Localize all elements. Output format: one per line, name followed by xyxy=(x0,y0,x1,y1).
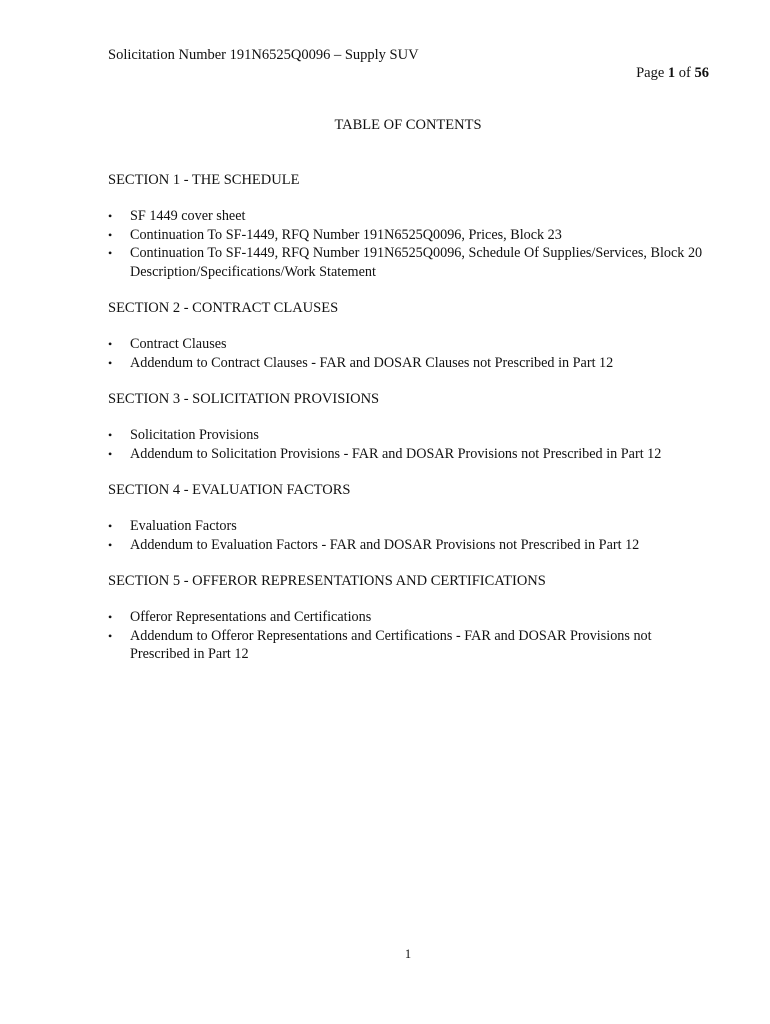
page-of-label: of xyxy=(678,65,691,81)
bullet-icon: • xyxy=(108,246,113,260)
list-item xyxy=(108,445,708,464)
toc-section-3 xyxy=(108,390,708,463)
section-title: SECTION 4 - EVALUATION FACTORS xyxy=(108,482,351,498)
list-item xyxy=(108,426,708,445)
solicitation-header: Solicitation Number 191N6525Q0096 – Supply SUV xyxy=(108,47,419,63)
section-item-list xyxy=(108,608,708,664)
section-item-list xyxy=(108,517,708,554)
bullet-icon: • xyxy=(108,446,113,461)
list-item xyxy=(108,517,708,536)
list-item xyxy=(108,207,708,226)
list-item-text: Addendum to Solicitation Provisions - FAR and DOSAR Provisions not Prescribed in Part 12 xyxy=(130,445,662,462)
list-item-text: Continuation To SF-1449, RFQ Number 191N6525Q0096, Prices, Block 23 xyxy=(130,226,562,243)
toc-section-2 xyxy=(108,299,708,372)
list-item xyxy=(108,536,708,555)
toc-title: TABLE OF CONTENTS xyxy=(334,117,482,133)
list-item-text: Addendum to Evaluation Factors - FAR and DOSAR Provisions not Prescribed in Part 12 xyxy=(130,536,640,553)
page-label: Page xyxy=(636,65,665,81)
bullet-icon: • xyxy=(108,227,113,242)
bullet-icon: • xyxy=(108,519,113,533)
bullet-icon: • xyxy=(108,209,113,223)
section-title: SECTION 1 - THE SCHEDULE xyxy=(108,172,300,188)
toc-section-4 xyxy=(108,481,708,554)
toc-section-1 xyxy=(108,171,708,281)
toc-section-5 xyxy=(108,572,708,664)
list-item xyxy=(108,226,708,245)
toc-content xyxy=(108,171,708,682)
section-title: SECTION 2 - CONTRACT CLAUSES xyxy=(108,300,339,316)
list-item xyxy=(108,335,708,354)
section-title: SECTION 3 - SOLICITATION PROVISIONS xyxy=(108,391,380,407)
list-item xyxy=(108,244,708,281)
bullet-icon: • xyxy=(108,337,113,351)
list-item-text: Continuation To SF-1449, RFQ Number 191N6525Q0096, Schedule Of Supplies/Services, Block 20 Description/Specifications/Work Statement xyxy=(130,245,703,280)
list-item xyxy=(108,354,708,373)
page-indicator xyxy=(636,65,709,82)
list-item-text: Evaluation Factors xyxy=(130,518,237,534)
list-item-text: Offeror Representations and Certifications xyxy=(130,609,372,625)
list-item-text: SF 1449 cover sheet xyxy=(130,208,246,224)
bullet-icon: • xyxy=(108,428,113,442)
bullet-icon: • xyxy=(108,537,113,552)
bullet-icon: • xyxy=(108,610,113,624)
section-item-list xyxy=(108,426,708,463)
section-item-list xyxy=(108,335,708,372)
page-total: 56 xyxy=(694,65,709,81)
list-item-text: Addendum to Offeror Representations and Certifications - FAR and DOSAR Provisions not Prescribed in Part 12 xyxy=(130,627,652,662)
section-item-list xyxy=(108,207,708,281)
bullet-icon: • xyxy=(108,628,113,643)
section-title: SECTION 5 - OFFEROR REPRESENTATIONS AND CERTIFICATIONS xyxy=(108,573,546,589)
list-item xyxy=(108,608,708,627)
list-item-text: Contract Clauses xyxy=(130,336,227,352)
footer-page-number: 1 xyxy=(404,947,412,961)
list-item xyxy=(108,627,708,664)
list-item-text: Solicitation Provisions xyxy=(130,427,259,443)
bullet-icon: • xyxy=(108,355,113,370)
list-item-text: Addendum to Contract Clauses - FAR and DOSAR Clauses not Prescribed in Part 12 xyxy=(130,354,614,371)
page-current: 1 xyxy=(667,65,676,81)
